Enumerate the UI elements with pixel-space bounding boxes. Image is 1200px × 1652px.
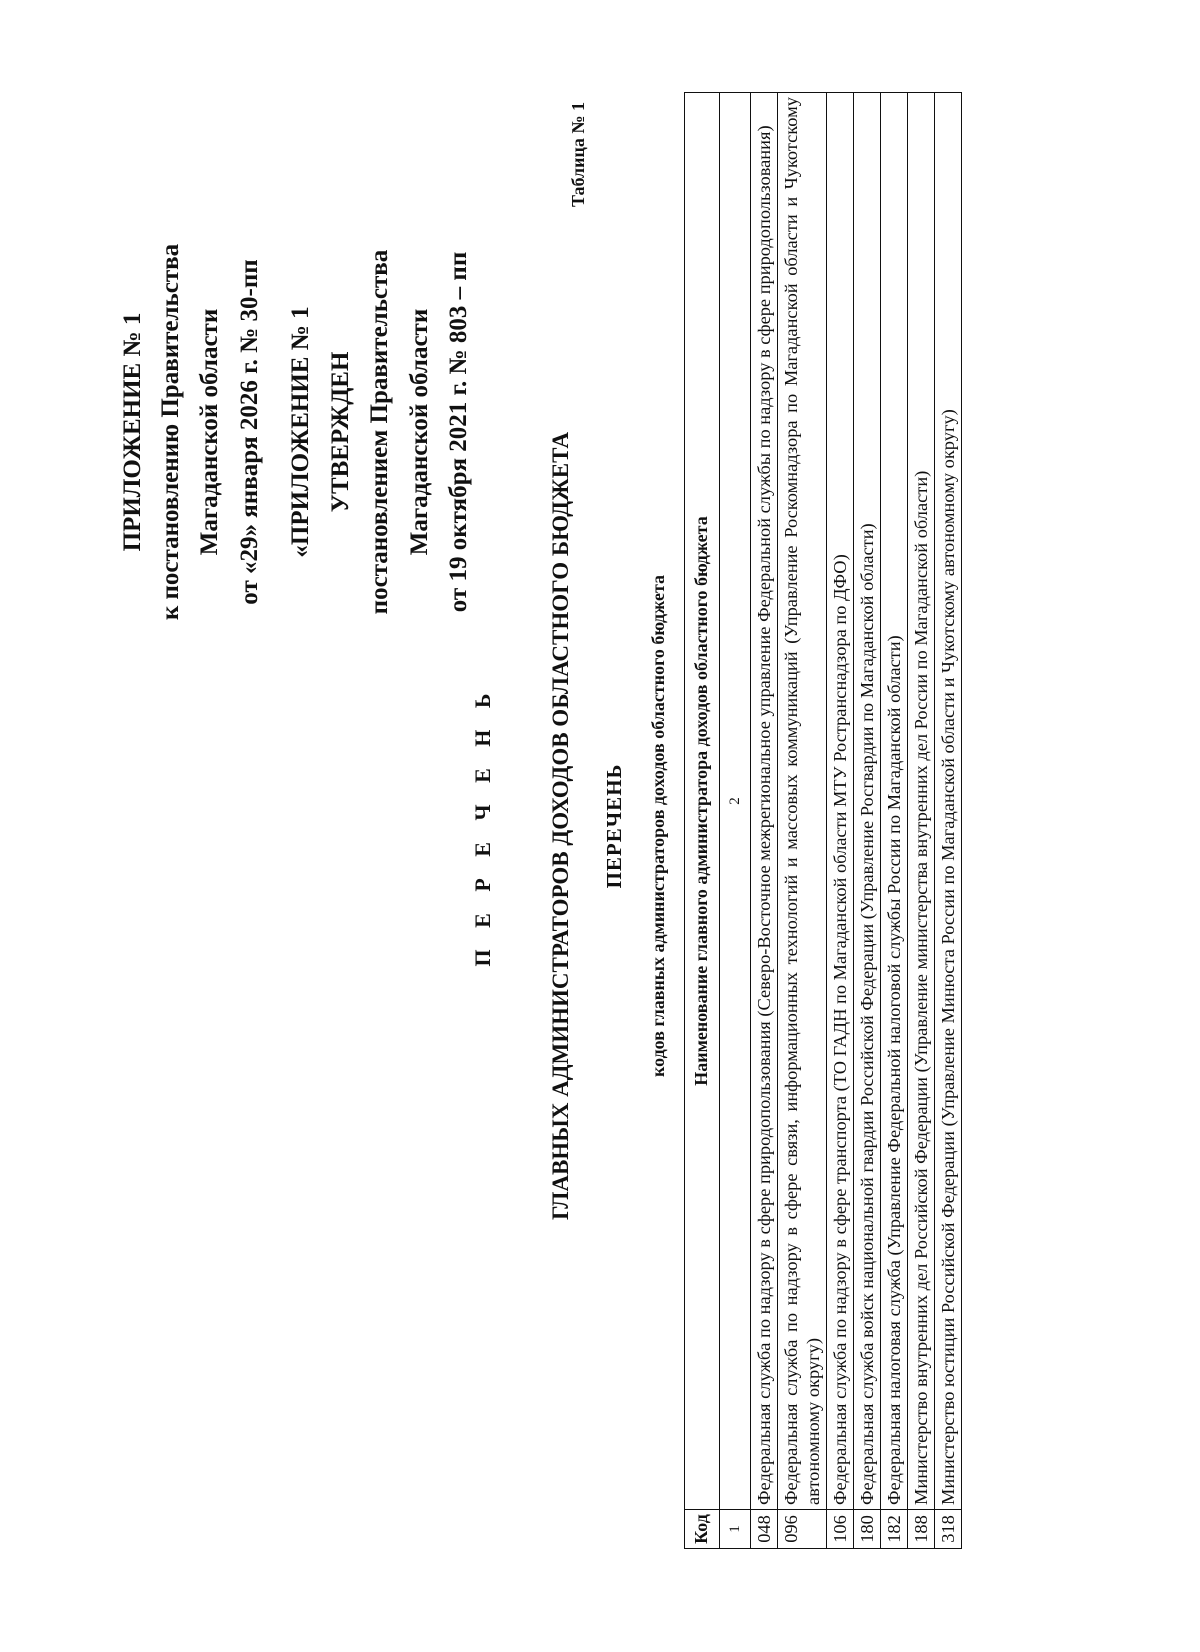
table-row — [853, 93, 880, 1549]
row-code: 318 — [935, 1510, 962, 1549]
appendix-line-6: от 19 октября 2021 г. № 803 – пп — [445, 251, 472, 613]
appendix-approved: УТВЕРЖДЕН — [326, 351, 354, 513]
table-row — [908, 93, 935, 1549]
table-row — [935, 93, 962, 1549]
title-subtitle: кодов главных администраторов доходов областного бюджета — [648, 574, 668, 1078]
row-name: Федеральная служба по надзору в сфере транспорта (ТО ГАДН по Магаданской области МТУ Ространснадзора по ДФО) — [826, 93, 853, 1510]
column-number-1: 1 — [719, 1510, 750, 1549]
row-name: Федеральная служба по надзору в сфере природопользования (Северо-Восточное межрегиональное управление Федеральной службы по надзору в сфере природопользования) — [750, 93, 777, 1510]
row-name: Федеральная служба войск национальной гвардии Российской Федерации (Управление Росгвардии по Магаданской области) — [853, 93, 880, 1510]
row-name: Федеральная служба по надзору в сфере связи, информационных технологий и массовых коммуникаций (Управление Роскомнадзора по Магаданской области и Чукотскому автономному округу) — [777, 93, 826, 1510]
title-perechen: ПЕРЕЧЕНЬ — [602, 763, 626, 889]
appendix-line-5: Магаданской области — [405, 308, 433, 556]
row-code: 180 — [853, 1510, 880, 1549]
row-code: 106 — [826, 1510, 853, 1549]
row-name: Федеральная налоговая служба (Управление Федеральной налоговой службы России по Магаданской области) — [880, 93, 907, 1510]
table-row — [826, 93, 853, 1549]
table-number-row — [719, 93, 750, 1549]
appendix-line-1: к постановлению Правительства — [156, 243, 184, 621]
header-code: Код — [685, 1510, 720, 1549]
appendix-line-2: Магаданской области — [196, 308, 223, 556]
table-row — [880, 93, 907, 1549]
administrators-table — [684, 92, 962, 1549]
appendix-line-3: от «29» января 2026 г. № 30-пп — [235, 259, 263, 605]
table-row — [750, 93, 777, 1549]
table-row — [777, 93, 826, 1549]
column-number-2: 2 — [719, 93, 750, 1510]
appendix-gap — [274, 212, 286, 652]
appendix-title-2: «ПРИЛОЖЕНИЕ № 1 — [287, 306, 314, 558]
appendix-block — [118, 212, 484, 652]
title-spaced: П Е Р Е Ч Е Н Ь — [470, 685, 495, 967]
table-label: Таблица № 1 — [568, 102, 588, 208]
appendix-title: ПРИЛОЖЕНИЕ № 1 — [119, 312, 146, 552]
table-header-row — [685, 93, 720, 1549]
header-name: Наименование главного администратора доходов областного бюджета — [685, 93, 720, 1510]
row-code: 096 — [777, 1510, 826, 1549]
row-code: 182 — [880, 1510, 907, 1549]
title-main: ГЛАВНЫХ АДМИНИСТРАТОРОВ ДОХОДОВ ОБЛАСТНОГО БЮДЖЕТА — [548, 432, 573, 1220]
row-name: Министерство внутренних дел Российской Федерации (Управление министерства внутренних дел России по Магаданской области) — [908, 93, 935, 1510]
row-code: 188 — [908, 1510, 935, 1549]
row-code: 048 — [750, 1510, 777, 1549]
row-name: Министерство юстиции Российской Федерации (Управление Минюста России по Магаданской области и Чукотскому автономному округу) — [935, 93, 962, 1510]
appendix-line-4: постановлением Правительства — [366, 249, 393, 615]
